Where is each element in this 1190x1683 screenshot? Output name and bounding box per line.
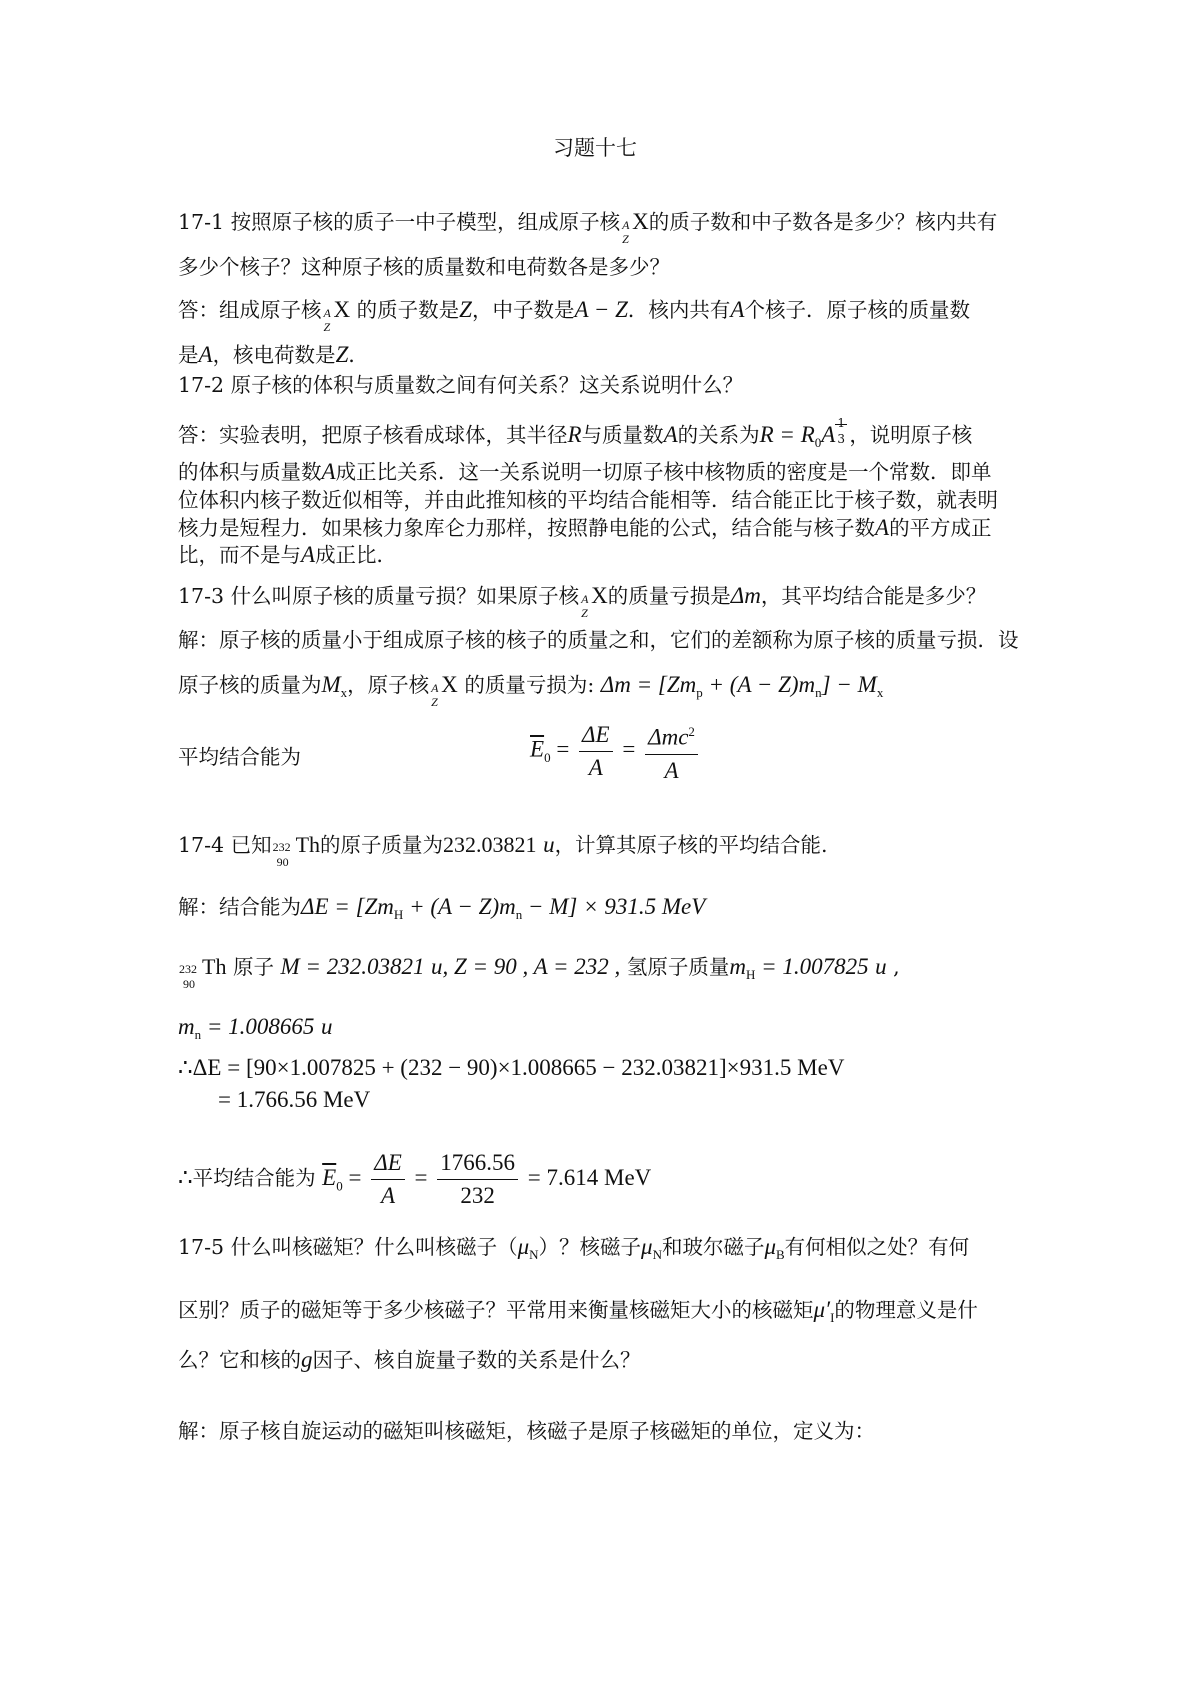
binding-energy-calc-2: = 1.766.56 MeV — [218, 1087, 371, 1112]
question-17-5-line-1: 17-5 什么叫核磁矩？什么叫核磁子$(\mu_N)$？核磁子$\mu_N$和玻尔磁子$\mu_B$有何相似之处？有何 — [178, 1234, 970, 1263]
answer-17-3-line-1: 解：原子核的质量小于组成原子核的核子的质量之和，它们的差额称为原子核的质量亏损．设 — [178, 628, 1019, 652]
question-17-5-line-2: 区别？质子的磁矩等于多少核磁子？平常用来衡量核磁矩大小的核磁矩$\mu'_I$的物理意义是什 — [178, 1297, 978, 1326]
question-17-3: 17-3 什么叫原子核的质量亏损？如果原子核 A Z X的质量亏损是Δm，其平均结合能是多少？ — [178, 583, 987, 620]
isotope-notation: A Z — [622, 217, 630, 246]
answer-17-3-line-3: 平均结合能为 — [178, 745, 301, 769]
thorium-isotope: 232 90 — [272, 839, 291, 869]
question-17-1-line-1: 17-1 按照原子核的质子一中子模型，组成原子核 A Z X的质子数和中子数各是多少？核内共有 — [178, 209, 998, 246]
answer-17-2-line-5: 比，而不是与A成正比． — [178, 542, 398, 567]
answer-17-4-line-1: 解：结合能为$\Delta E = [Zm_H + (A - Z)m_n - M] \times 931.5$ MeV — [178, 894, 706, 923]
binding-energy-formula: ΔE = [Zm — [301, 894, 394, 919]
answer-17-5-line-1: 解：原子核自旋运动的磁矩叫核磁矩，核磁子是原子核磁矩的单位，定义为： — [178, 1419, 875, 1443]
average-binding-energy-formula: $\overline{E}_0$ = $\frac{\Delta E}{A}$ = $\frac{\Delta mc^2}{A}$ — [530, 718, 702, 785]
answer-17-1-line-1: 答：组成原子核 A Z X 的质子数是Z，中子数是A − Z．核内共有A个核子．原子核的质量数 — [178, 297, 970, 334]
thorium-isotope: 232 90 — [179, 961, 197, 991]
isotope-notation: A Z — [323, 305, 331, 334]
answer-17-1-line-2: 是A，核电荷数是Z． — [178, 342, 369, 367]
radius-formula: R = R — [759, 422, 815, 447]
answer-17-3-line-2: 原子核的质量为$M_x$，原子核 A Z X 的质量亏损为: $\Delta m = [Zm_p + (A - Z)m_n] - M_x$ — [178, 672, 884, 709]
question-17-1-line-2: 多少个核子？这种原子核的质量数和电荷数各是多少？ — [178, 255, 670, 279]
question-17-5-line-3: 么？它和核的g因子、核自旋量子数的关系是什么？ — [178, 1347, 641, 1372]
answer-17-4-line-3: $m_n = 1.008665$ u — [178, 1014, 333, 1043]
isotope-notation: A Z — [431, 680, 439, 709]
answer-17-4-line-2: 232 90 Th 原子 M = 232.03821 u, Z = 90 , A = 232 , 氢原子质量$m_H = 1.007825$ u , — [179, 954, 900, 991]
answer-17-2-line-4: 核力是短程力．如果核力象库仑力那样，按照静电能的公式，结合能与核子数A的平方成正 — [178, 515, 992, 540]
mass-defect-formula: Δm = [Zm — [600, 672, 697, 697]
answer-17-2-line-1: 答：实验表明，把原子核看成球体，其半径R与质量数A的关系为$R = R_0A$ 1 3 ，说明原子核 — [178, 416, 973, 451]
question-17-2: 17-2 原子核的体积与质量数之间有何关系？这关系说明什么？ — [178, 373, 744, 397]
answer-17-4-result: ∴平均结合能为 $\overline{E}_0$ = $\frac{\Delta E}{A}$ = $\frac{1766.56}{232}$ = 7.614 MeV — [178, 1150, 652, 1209]
binding-energy-calc-1: ∴ΔE = [90×1.007825 + (232 − 90)×1.008665 − 232.03821]×931.5 MeV — [178, 1055, 845, 1080]
page-title: 习题十七 — [553, 136, 637, 160]
exponent-fraction: 1 3 — [835, 420, 849, 448]
answer-17-2-line-2: 的体积与质量数A成正比关系．这一关系说明一切原子核中核物质的密度是一个常数．即单 — [178, 459, 992, 484]
question-17-4: 17-4 已知 232 90 Th的原子质量为232.03821 u，计算其原子核的平均结合能. — [178, 832, 828, 869]
answer-17-2-line-3: 位体积内核子数近似相等，并由此推知核的平均结合能相等．结合能正比于核子数，就表明 — [178, 488, 998, 512]
isotope-notation: A Z — [581, 591, 589, 620]
